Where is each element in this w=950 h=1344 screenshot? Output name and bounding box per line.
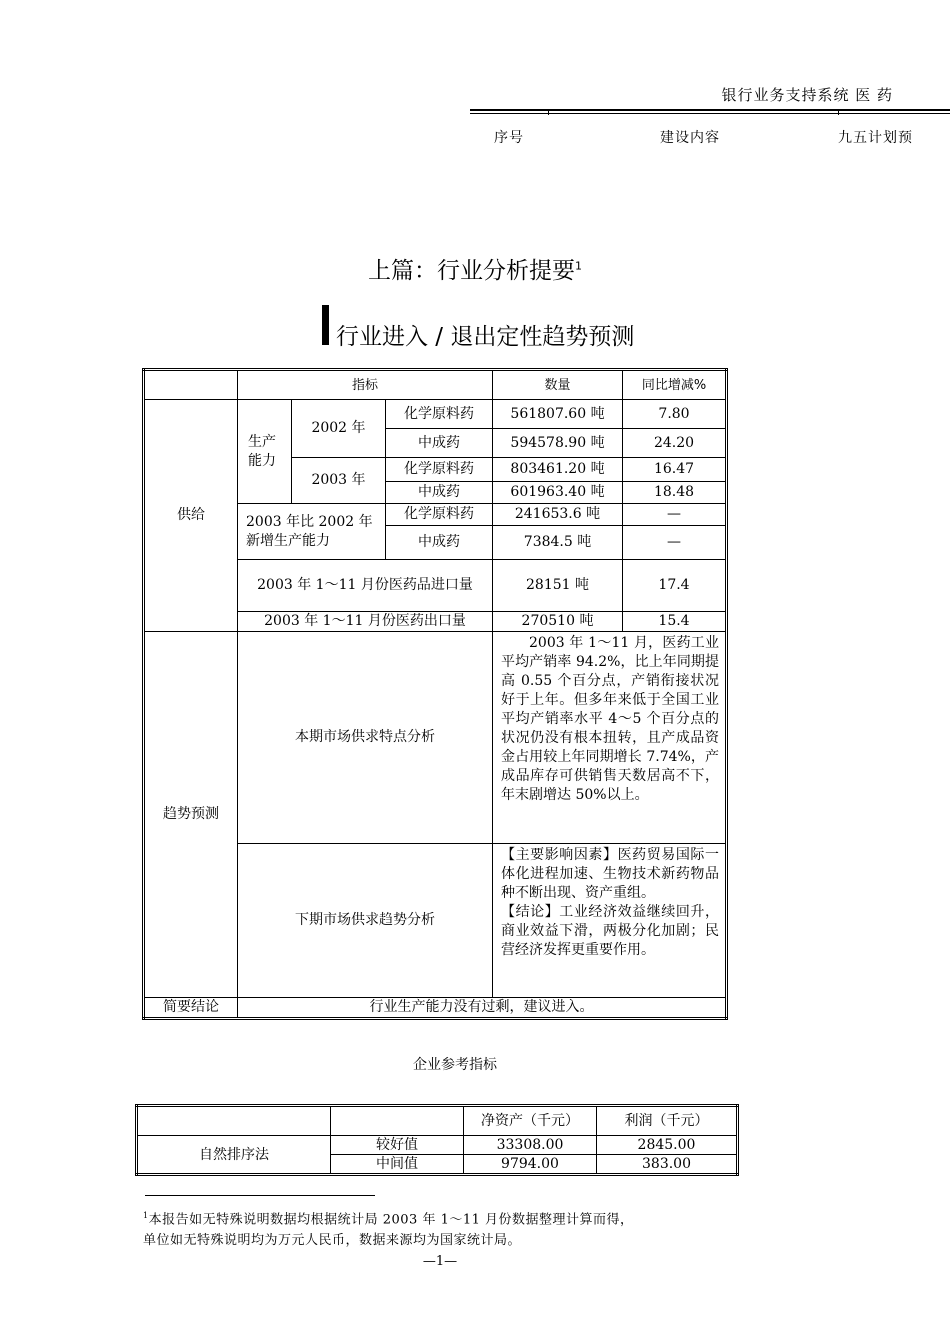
capacity-label: 生产 能力 bbox=[238, 400, 292, 504]
net-assets-cell: 9794.00 bbox=[464, 1155, 597, 1175]
header-quantity: 数量 bbox=[493, 370, 623, 400]
product-cell: 化学原料药 bbox=[386, 504, 493, 526]
summary-label: 简要结论 bbox=[144, 998, 238, 1019]
summary-text: 行业生产能力没有过剩，建议进入。 bbox=[238, 998, 727, 1019]
table2-caption: 企业参考指标 bbox=[413, 1057, 497, 1073]
industry-analysis-table bbox=[142, 368, 728, 1020]
running-header-title: 银行业务支持系统 医 药 bbox=[721, 86, 893, 104]
header-rule-thin bbox=[470, 113, 950, 114]
export-quantity: 270510 吨 bbox=[493, 612, 623, 632]
header-col-content: 建设内容 bbox=[660, 130, 720, 146]
supply-label: 供给 bbox=[144, 400, 238, 632]
quantity-cell: 241653.6 吨 bbox=[493, 504, 623, 526]
product-cell: 化学原料药 bbox=[386, 400, 493, 429]
section-heading: 行业进入 / 退出定性趋势预测 bbox=[336, 324, 635, 350]
next-analysis-text bbox=[493, 844, 727, 998]
footnote-ref[interactable]: 1 bbox=[575, 259, 582, 273]
header-col-plan: 九五计划预 bbox=[838, 130, 913, 146]
year-2002-label: 2002 年 bbox=[292, 400, 386, 458]
product-cell: 中成药 bbox=[386, 429, 493, 458]
product-cell: 化学原料药 bbox=[386, 458, 493, 482]
page-title bbox=[0, 252, 950, 285]
page-number: —1— bbox=[422, 1254, 458, 1269]
yoy-cell: — bbox=[623, 526, 727, 560]
next-conclusion: 【结论】工业经济效益继续回升，商业效益下滑，两极分化加剧；民营经济发挥更重要作用。 bbox=[501, 904, 719, 958]
header-empty-cell bbox=[331, 1106, 464, 1136]
export-yoy: 15.4 bbox=[623, 612, 727, 632]
product-cell: 中成药 bbox=[386, 526, 493, 560]
net-assets-cell: 33308.00 bbox=[464, 1136, 597, 1155]
quantity-cell: 561807.60 吨 bbox=[493, 400, 623, 429]
footnote-text-2: 单位如无特殊说明均为万元人民币，数据来源均为国家统计局。 bbox=[143, 1233, 522, 1249]
page-title-text: 上篇：行业分析提要 bbox=[368, 258, 575, 284]
import-quantity: 28151 吨 bbox=[493, 560, 623, 612]
yoy-cell: 16.47 bbox=[623, 458, 727, 482]
current-analysis-body: 2003 年 1～11 月，医药工业平均产销率 94.2%，比上年同期提高 0.55 个百分点，产销衔接状况好于上年。但多年来低于全国工业平均产销率水平 4～5 个百分点的状况仍没有根本扭转，且产成品资金占用较上年同期增长 7.74%，产成品库存可供销售天数居高不下，年末剧增达 50%以上。 bbox=[501, 635, 719, 803]
header-col-seq: 序号 bbox=[494, 130, 524, 146]
import-yoy: 17.4 bbox=[623, 560, 727, 612]
new-capacity-label: 2003 年比 2002 年 新增生产能力 bbox=[238, 504, 386, 560]
profit-cell: 383.00 bbox=[597, 1155, 738, 1175]
yoy-cell: 24.20 bbox=[623, 429, 727, 458]
next-analysis-label: 下期市场供求趋势分析 bbox=[238, 844, 493, 998]
yoy-cell: 18.48 bbox=[623, 482, 727, 504]
year-2003-label: 2003 年 bbox=[292, 458, 386, 504]
header-column-divider bbox=[548, 109, 549, 115]
next-factors: 【主要影响因素】医药贸易国际一体化进程加速、生物技术新药物品种不断出现、资产重组。 bbox=[501, 847, 719, 901]
import-label: 2003 年 1～11 月份医药品进口量 bbox=[238, 560, 493, 612]
footnote-mark: 1 bbox=[143, 1211, 149, 1220]
header-yoy: 同比增减% bbox=[623, 370, 727, 400]
method-label: 自然排序法 bbox=[137, 1136, 331, 1175]
yoy-cell: — bbox=[623, 504, 727, 526]
quantity-cell: 803461.20 吨 bbox=[493, 458, 623, 482]
footnote-rule bbox=[145, 1195, 375, 1196]
footnote-line bbox=[143, 1205, 723, 1230]
header-rule bbox=[470, 109, 950, 111]
export-label: 2003 年 1～11 月份医药出口量 bbox=[238, 612, 493, 632]
row-label: 较好值 bbox=[331, 1136, 464, 1155]
section-heading-bar bbox=[322, 305, 329, 345]
row-label: 中间值 bbox=[331, 1155, 464, 1175]
profit-cell: 2845.00 bbox=[597, 1136, 738, 1155]
header-indicator: 指标 bbox=[238, 370, 493, 400]
quantity-cell: 594578.90 吨 bbox=[493, 429, 623, 458]
current-analysis-label: 本期市场供求特点分析 bbox=[238, 632, 493, 844]
header-empty-cell bbox=[137, 1106, 331, 1136]
header-empty-cell bbox=[144, 370, 238, 400]
quantity-cell: 7384.5 吨 bbox=[493, 526, 623, 560]
header-profit: 利润（千元） bbox=[597, 1106, 738, 1136]
current-analysis-text bbox=[493, 632, 727, 844]
header-net-assets: 净资产（千元） bbox=[464, 1106, 597, 1136]
footnote-text-1: 本报告如无特殊说明数据均根据统计局 2003 年 1～11 月份数据整理计算而得， bbox=[148, 1212, 634, 1228]
quantity-cell: 601963.40 吨 bbox=[493, 482, 623, 504]
enterprise-indicator-table bbox=[135, 1104, 739, 1176]
footnote bbox=[143, 1205, 723, 1251]
yoy-cell: 7.80 bbox=[623, 400, 727, 429]
product-cell: 中成药 bbox=[386, 482, 493, 504]
trend-label: 趋势预测 bbox=[144, 632, 238, 998]
header-column-divider bbox=[838, 109, 839, 115]
